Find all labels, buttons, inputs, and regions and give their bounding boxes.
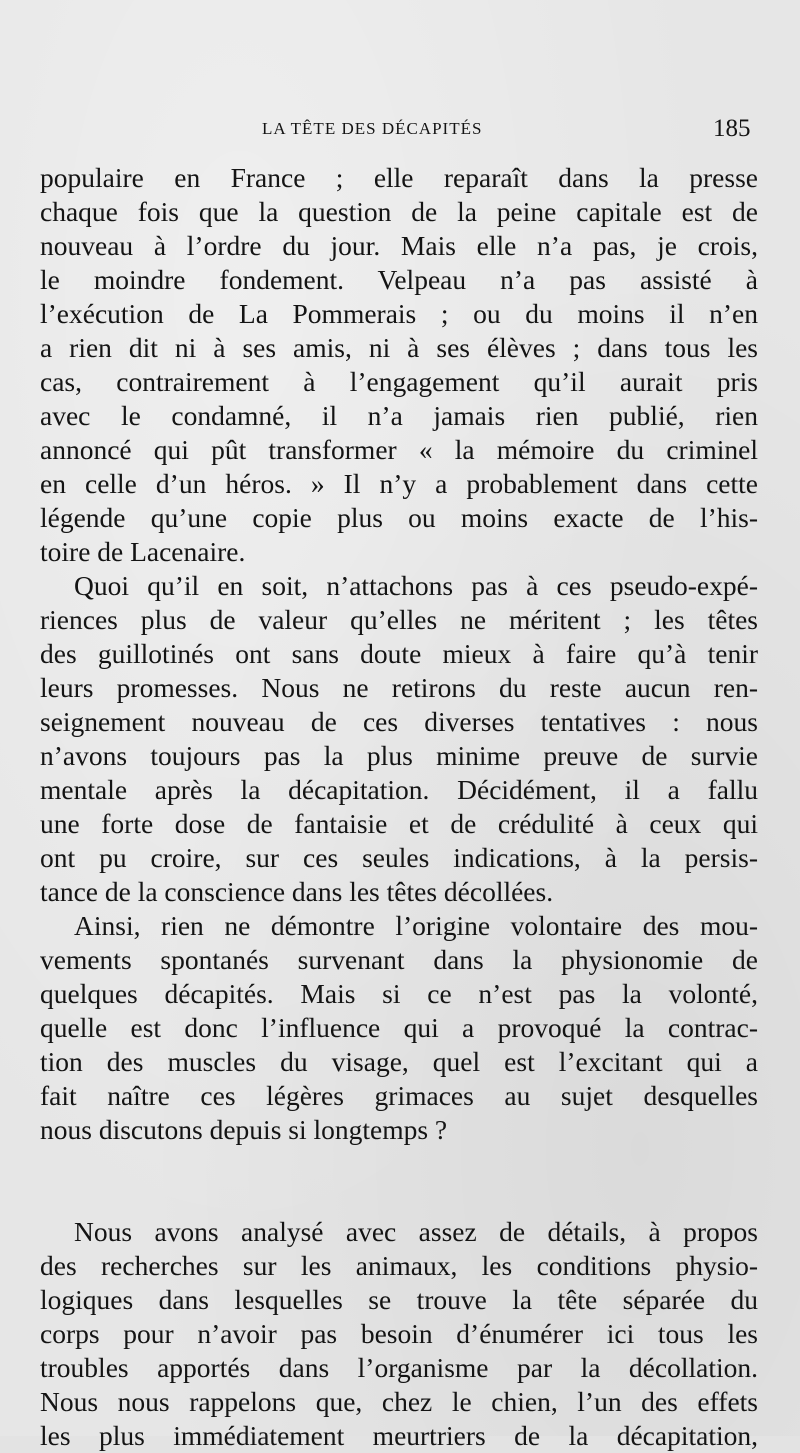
text-line: des guillotinés ont sans doute mieux à faire qu’à tenir [40, 638, 758, 669]
text-line: avec le condamné, il n’a jamais rien publié, rien [40, 400, 758, 431]
text-line: le moindre fondement. Velpeau n’a pas assisté à [40, 264, 758, 295]
text-line: riences plus de valeur qu’elles ne méritent ; les têtes [40, 604, 758, 635]
text-line: une forte dose de fantaisie et de crédulité à ceux qui [40, 808, 758, 839]
text-line: logiques dans lesquelles se trouve la tête séparée du [40, 1284, 758, 1315]
body-text [40, 161, 758, 1453]
text-line: n’avons toujours pas la plus minime preuve de survie [40, 740, 758, 771]
text-line: Nous nous rappelons que, chez le chien, l’un des effets [40, 1386, 758, 1417]
text-line: nouveau à l’ordre du jour. Mais elle n’a pas, je crois, [40, 230, 758, 261]
text-line: des recherches sur les animaux, les conditions physio- [40, 1250, 758, 1281]
text-line: ont pu croire, sur ces seules indications, à la persis- [40, 842, 758, 873]
text-line: Ainsi, rien ne démontre l’origine volontaire des mou- [74, 910, 758, 941]
text-line: cas, contrairement à l’engagement qu’il aurait pris [40, 366, 758, 397]
text-line: quelques décapités. Mais si ce n’est pas la volonté, [40, 978, 758, 1009]
text-line: mentale après la décapitation. Décidément, il a fallu [40, 774, 758, 805]
section-break [40, 1147, 758, 1215]
text-line: Nous avons analysé avec assez de détails, à propos [74, 1216, 758, 1247]
text-line: populaire en France ; elle reparaît dans la presse [40, 162, 758, 193]
text-line: tance de la conscience dans les têtes décollées. [40, 876, 554, 907]
text-line: leurs promesses. Nous ne retirons du reste aucun ren- [40, 672, 758, 703]
text-line: en celle d’un héros. » Il n’y a probablement dans cette [40, 468, 758, 499]
text-line: a rien dit ni à ses amis, ni à ses élèves ; dans tous les [40, 332, 758, 363]
running-head [0, 116, 800, 144]
text-line: vements spontanés survenant dans la physionomie de [40, 944, 758, 975]
text-line: annoncé qui pût transformer « la mémoire du criminel [40, 434, 758, 465]
text-line: corps pour n’avoir pas besoin d’énumérer ici tous les [40, 1318, 758, 1349]
text-line: Quoi qu’il en soit, n’attachons pas à ces pseudo-expé- [74, 570, 758, 601]
text-line: fait naître ces légères grimaces au sujet desquelles [40, 1080, 758, 1111]
text-line: nous discutons depuis si longtemps ? [40, 1114, 448, 1145]
text-line: toire de Lacenaire. [40, 536, 246, 567]
page-number: 185 [713, 115, 751, 142]
running-title: LA TÊTE DES DÉCAPITÉS [262, 119, 483, 138]
text-line: troubles apportés dans l’organisme par la décollation. [40, 1352, 758, 1383]
text-line: les plus immédiatement meurtriers de la décapitation, [40, 1420, 758, 1451]
text-line: seignement nouveau de ces diverses tentatives : nous [40, 706, 758, 737]
text-line: chaque fois que la question de la peine capitale est de [40, 196, 758, 227]
text-line: légende qu’une copie plus ou moins exacte de l’his- [40, 502, 758, 533]
text-line: l’exécution de La Pommerais ; ou du moins il n’en [40, 298, 758, 329]
text-line: tion des muscles du visage, quel est l’excitant qui a [40, 1046, 758, 1077]
text-line: quelle est donc l’influence qui a provoqué la contrac- [40, 1012, 758, 1043]
